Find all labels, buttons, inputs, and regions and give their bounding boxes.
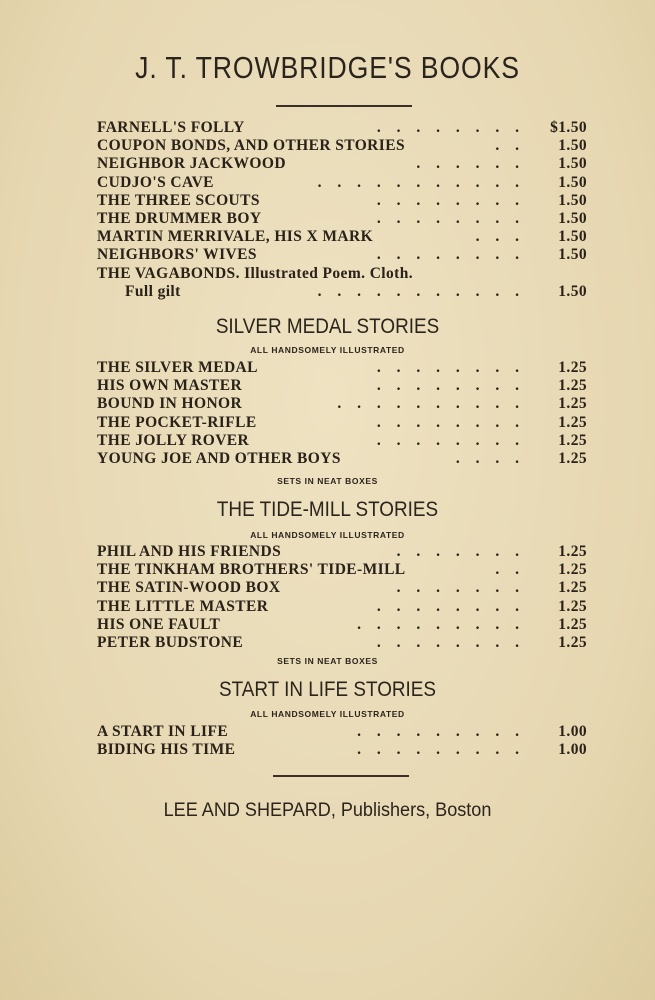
book-price: 1.25 (558, 615, 587, 633)
book-price: 1.50 (558, 228, 587, 246)
book-price: 1.25 (558, 543, 587, 560)
book-title: THE THREE SCOUTS (97, 191, 260, 209)
section-note: ALL HANDSOMELY ILLUSTRATED (250, 345, 405, 355)
leader-dots: . . (495, 561, 525, 579)
book-price: 1.25 (558, 633, 587, 651)
leader-dots: . . . . . . . . (376, 246, 525, 264)
page-title: J. T. TROWBRIDGE'S BOOKS (135, 50, 520, 85)
list-item (97, 598, 589, 616)
book-price: 1.50 (558, 173, 587, 191)
book-price: 1.50 (558, 137, 587, 155)
leader-dots: . . . . . . . . (376, 209, 525, 227)
book-price: 1.25 (558, 377, 587, 395)
list-item (97, 283, 589, 301)
leader-dots: . . . . . . . (396, 543, 525, 560)
list-item (97, 579, 589, 597)
leader-dots: . . . . . . . . (376, 119, 525, 136)
section-note: ALL HANDSOMELY ILLUSTRATED (250, 709, 405, 719)
book-price: 1.50 (558, 209, 587, 227)
list-item (97, 723, 589, 741)
book-price: 1.00 (558, 723, 587, 740)
book-price: 1.25 (558, 449, 587, 467)
book-title: MARTIN MERRIVALE, HIS X MARK (97, 228, 374, 246)
leader-dots: . . (495, 137, 525, 155)
book-title: FARNELL'S FOLLY (97, 119, 245, 136)
tidemill-book-list (97, 543, 589, 652)
book-title: THE SILVER MEDAL (97, 359, 258, 376)
book-price: 1.00 (558, 741, 587, 759)
book-price: 1.25 (558, 431, 587, 449)
list-item (97, 137, 589, 155)
book-title: THE VAGABONDS. Illustrated Poem. Cloth. (97, 264, 414, 282)
list-item (97, 450, 589, 468)
book-price: $1.50 (550, 119, 587, 136)
book-title: COUPON BONDS, AND OTHER STORIES (97, 137, 405, 155)
book-price: 1.25 (558, 395, 587, 413)
book-price: 1.25 (558, 579, 587, 597)
leader-dots: . . . (475, 228, 525, 246)
section-note: ALL HANDSOMELY ILLUSTRATED (250, 530, 405, 540)
list-item (97, 228, 589, 246)
book-price: 1.25 (558, 561, 587, 579)
book-title: CUDJO'S CAVE (97, 173, 214, 191)
book-title: HIS ONE FAULT (97, 615, 221, 633)
book-price: 1.25 (558, 413, 587, 431)
book-title: NEIGHBORS' WIVES (97, 246, 257, 264)
book-title: HIS OWN MASTER (97, 377, 243, 395)
list-item (97, 414, 589, 432)
leader-dots: . . . . . . . . (376, 413, 525, 431)
book-title: THE LITTLE MASTER (97, 597, 269, 615)
book-title: THE JOLLY ROVER (97, 431, 250, 449)
book-price: 1.25 (558, 359, 587, 376)
list-item (97, 119, 589, 137)
book-price: 1.50 (558, 246, 587, 264)
book-title: A START IN LIFE (97, 723, 229, 740)
leader-dots: . . . . . . . . (376, 359, 525, 376)
list-item (97, 210, 589, 228)
leader-dots: . . . . . . . . . . . (317, 173, 525, 191)
leader-dots: . . . . . . . . (376, 431, 525, 449)
silver-book-list (97, 359, 589, 468)
leader-dots: . . . . . . . (396, 579, 525, 597)
leader-dots: . . . . . . . . . (357, 723, 525, 740)
leader-dots: . . . . . . . . . . (337, 395, 525, 413)
leader-dots: . . . . . . . . (376, 191, 525, 209)
list-item (97, 155, 589, 173)
leader-dots: . . . . . . . . . (357, 615, 525, 633)
list-item (97, 616, 589, 634)
section-heading-silver: SILVER MEDAL STORIES (215, 315, 440, 338)
startlife-book-list (97, 723, 589, 759)
leader-dots: . . . . . . . . . (357, 741, 525, 759)
book-title: Full gilt (125, 282, 181, 300)
book-title: YOUNG JOE AND OTHER BOYS (97, 449, 341, 467)
book-title: THE POCKET-RIFLE (97, 413, 257, 431)
section-heading-startlife: START IN LIFE STORIES (218, 678, 437, 701)
list-item (97, 246, 589, 264)
book-title: BOUND IN HONOR (97, 395, 243, 413)
publisher-imprint: LEE AND SHEPARD, Publishers, Boston (163, 800, 492, 821)
list-item (97, 741, 589, 759)
list-item (97, 634, 589, 652)
book-title: PETER BUDSTONE (97, 633, 244, 651)
book-title: BIDING HIS TIME (97, 741, 236, 759)
leader-dots: . . . . . . . . (376, 597, 525, 615)
book-title: THE DRUMMER BOY (97, 209, 262, 227)
list-item (97, 561, 589, 579)
book-title: NEIGHBOR JACKWOOD (97, 155, 286, 173)
list-item (97, 265, 589, 283)
list-item (97, 377, 589, 395)
book-price: 1.50 (558, 282, 587, 300)
list-item (97, 395, 589, 413)
list-item (97, 543, 589, 561)
list-item (97, 192, 589, 210)
leader-dots: . . . . . . (416, 155, 525, 173)
list-item (97, 432, 589, 450)
book-price: 1.25 (558, 597, 587, 615)
top-divider (276, 105, 412, 107)
book-title: PHIL AND HIS FRIENDS (97, 543, 282, 560)
book-price: 1.50 (558, 155, 587, 173)
sets-note: SETS IN NEAT BOXES (277, 656, 378, 666)
main-book-list (97, 119, 589, 301)
book-title: THE TINKHAM BROTHERS' TIDE-MILL (97, 561, 406, 579)
leader-dots: . . . . . . . . (376, 377, 525, 395)
leader-dots: . . . . . . . . (376, 633, 525, 651)
leader-dots: . . . . . . . . . . . (317, 282, 525, 300)
bottom-divider (273, 775, 409, 777)
leader-dots: . . . . (455, 449, 525, 467)
list-item (97, 359, 589, 377)
section-heading-tidemill: THE TIDE-MILL STORIES (216, 498, 439, 521)
sets-note: SETS IN NEAT BOXES (277, 476, 378, 486)
book-price: 1.50 (558, 191, 587, 209)
list-item (97, 174, 589, 192)
book-title: THE SATIN-WOOD BOX (97, 579, 281, 597)
